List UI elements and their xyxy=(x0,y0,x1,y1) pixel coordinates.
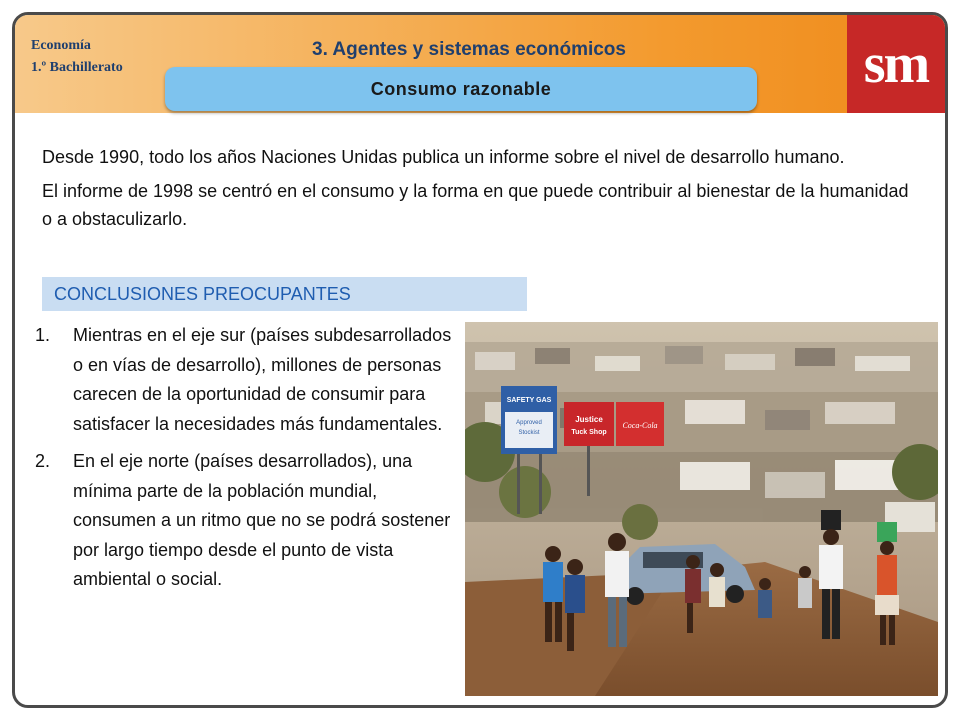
subtitle-bar xyxy=(165,67,757,111)
list-item xyxy=(35,447,465,595)
township-photo-illustration xyxy=(465,322,938,696)
slide-frame xyxy=(12,12,948,708)
publisher-logo xyxy=(847,15,945,113)
sign-text: Tuck Shop xyxy=(571,429,607,436)
unit-title: 3. Agentes y sistemas económicos xyxy=(312,39,626,60)
section-title: CONCLUSIONES PREOCUPANTES xyxy=(54,283,351,304)
list-item-number: 2. xyxy=(35,451,51,471)
sign-text: SAFETY GAS xyxy=(506,397,552,404)
list-item-text: En el eje norte (países desarrollados), una mínima parte de la población mundial, consumen a un ritmo que no se podrá sostener por largo tiempo desde el punto de vista ambiental o social. xyxy=(73,451,451,589)
course-subject: Economía xyxy=(31,38,91,53)
intro-text xyxy=(42,143,922,239)
intro-paragraph: El informe de 1998 se centró en el consumo y la forma en que puede contribuir al bienestar de la humanidad o a obstaculizarlo. xyxy=(42,181,909,229)
course-label xyxy=(31,35,123,79)
section-heading xyxy=(42,277,527,311)
logo-text: sm xyxy=(863,33,929,95)
list-item xyxy=(35,321,465,439)
sign-text: Coca-Cola xyxy=(622,421,658,430)
sign-text: Stockist xyxy=(518,430,540,436)
intro-paragraph: Desde 1990, todo los años Naciones Unidas publica un informe sobre el nivel de desarrollo humano. xyxy=(42,147,845,167)
sign-text: Justice xyxy=(575,415,603,424)
list-item-number: 1. xyxy=(35,325,51,345)
sign-text: Approved xyxy=(516,420,542,426)
township-photo xyxy=(465,322,938,696)
slide-subtitle: Consumo razonable xyxy=(370,78,552,99)
list-item-text: Mientras en el eje sur (países subdesarrollados o en vías de desarrollo), millones de personas carecen de la oportunidad de consumir para satisfacer la necesidades más fundamentales. xyxy=(73,325,452,434)
course-level: 1.º Bachillerato xyxy=(31,60,123,75)
conclusions-list xyxy=(35,321,465,603)
